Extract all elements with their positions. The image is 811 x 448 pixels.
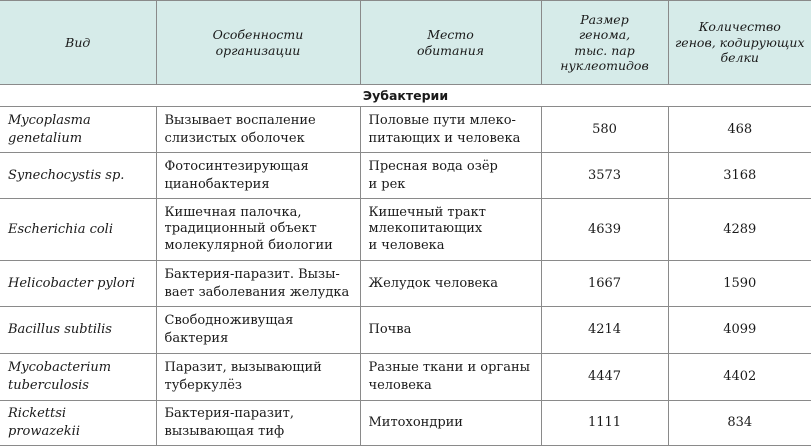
header-features-line: организации <box>215 42 301 58</box>
section-title: Эубактерии <box>0 85 811 107</box>
gene-count-cell: 1590 <box>668 261 811 307</box>
header-gene-count <box>668 1 811 85</box>
species-cell: Mycobacterium tuberculosis <box>0 354 156 401</box>
habitat-cell: Митохондрии <box>360 401 541 446</box>
gene-count-cell: 4402 <box>668 354 811 401</box>
species-cell: Synechocystis sp. <box>0 153 156 199</box>
genome-size-cell: 4214 <box>541 307 668 354</box>
header-features-line: Особенности <box>212 27 304 42</box>
header-genes-line: Количество <box>698 19 781 35</box>
header-genome-line: тыс. пар <box>574 42 635 58</box>
header-genome-line: генома, <box>578 27 631 42</box>
table-row <box>0 107 811 153</box>
features-cell: Кишечная палочка, традиционный объект молекулярной биологии <box>156 199 360 261</box>
genome-size-cell: 4447 <box>541 354 668 401</box>
habitat-cell: Пресная вода озёр и рек <box>360 153 541 199</box>
features-cell: Паразит, вызывающий туберкулёз <box>156 354 360 401</box>
genome-size-cell: 1667 <box>541 261 668 307</box>
genome-size-cell: 1111 <box>541 401 668 446</box>
gene-count-cell: 468 <box>668 107 811 153</box>
features-cell: Бактерия-паразит. Вызы- вает заболевания желудка <box>156 261 360 307</box>
features-cell: Фотосинтезирующая цианобактерия <box>156 153 360 199</box>
habitat-cell: Почва <box>360 307 541 354</box>
features-cell: Вызывает воспаление слизистых оболочек <box>156 107 360 153</box>
habitat-cell: Половые пути млеко- питающих и человека <box>360 107 541 153</box>
species-cell: Mycoplasma genetalium <box>0 107 156 153</box>
table-row <box>0 354 811 401</box>
table-row <box>0 401 811 446</box>
habitat-cell: Кишечный тракт млекопитающих и человека <box>360 199 541 261</box>
header-genes-line: генов, кодирующих <box>674 34 805 50</box>
gene-count-cell: 3168 <box>668 153 811 199</box>
table-row <box>0 199 811 261</box>
gene-count-cell: 4099 <box>668 307 811 354</box>
section-row <box>0 85 811 107</box>
gene-count-cell: 4289 <box>668 199 811 261</box>
header-species-text: Вид <box>65 34 91 50</box>
header-genome-line: Размер <box>580 11 629 27</box>
header-species <box>0 1 156 85</box>
table-row <box>0 307 811 354</box>
species-cell: Helicobacter pylori <box>0 261 156 307</box>
genome-size-cell: 4639 <box>541 199 668 261</box>
genome-size-cell: 3573 <box>541 153 668 199</box>
header-genome-size <box>541 1 668 85</box>
table-row <box>0 261 811 307</box>
table-row <box>0 153 811 199</box>
header-habitat <box>360 1 541 85</box>
header-genome-line: нуклеотидов <box>560 58 649 73</box>
header-habitat-line: Место <box>427 27 474 42</box>
header-genes-line: белки <box>720 50 759 66</box>
header-row <box>0 1 811 85</box>
gene-count-cell: 834 <box>668 401 811 446</box>
species-cell: Rickettsi prowazekii <box>0 401 156 446</box>
genome-size-cell: 580 <box>541 107 668 153</box>
features-cell: Бактерия-паразит, вызывающая тиф <box>156 401 360 446</box>
features-cell: Свободноживущая бактерия <box>156 307 360 354</box>
header-habitat-line: обитания <box>416 42 485 58</box>
species-cell: Bacillus subtilis <box>0 307 156 354</box>
habitat-cell: Желудок человека <box>360 261 541 307</box>
header-features <box>156 1 360 85</box>
habitat-cell: Разные ткани и органы человека <box>360 354 541 401</box>
species-cell: Escherichia coli <box>0 199 156 261</box>
